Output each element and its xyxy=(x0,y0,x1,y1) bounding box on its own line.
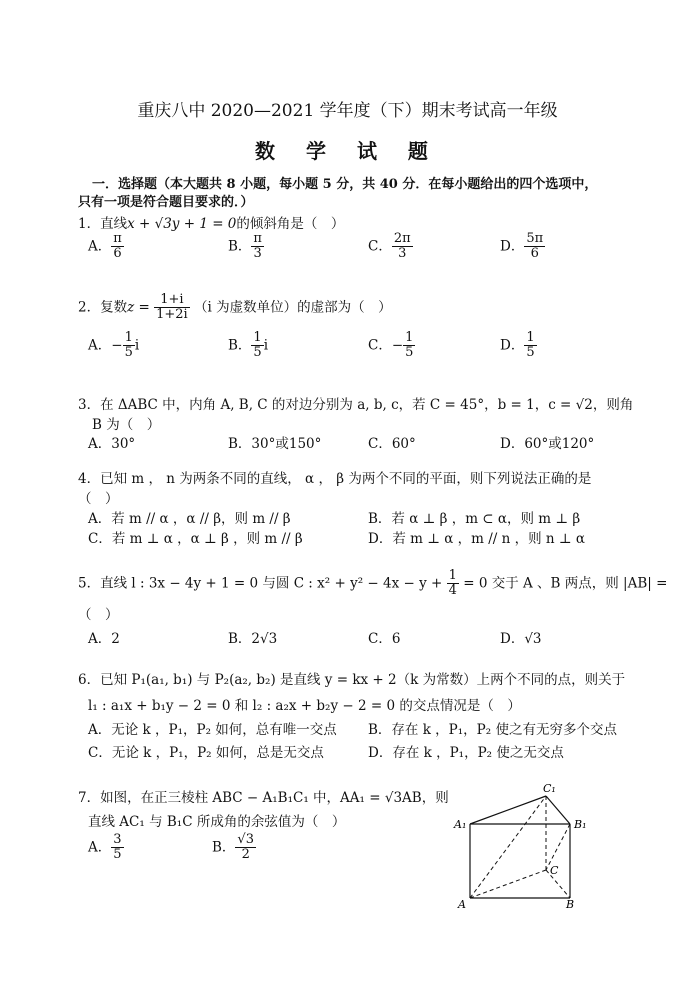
section-heading-line2: 只有一项是符合题目要求的．） xyxy=(78,195,254,210)
question-3-option-b: B．30°或150° xyxy=(228,436,322,452)
question-3-stem-line2: B 为（ ） xyxy=(92,417,161,433)
question-1-option-b: B． $\frac{\pi}{3}$ xyxy=(228,231,262,262)
question-2-option-b: B． $\frac{1}{5}$ i xyxy=(228,330,269,361)
question-3-option-d: D．60°或120° xyxy=(500,436,595,452)
question-6-option-b: B．存在 k ，P₁，P₂ 使之有无穷多个交点 xyxy=(368,722,617,738)
label-b1: B₁ xyxy=(574,818,587,831)
edge-a-c xyxy=(470,870,546,898)
question-6-stem-line2: l₁ : a₁x + b₁y − 2 = 0 和 l₂ : a₂x + b₂y − 2 = 0 的交点情况是（ ） xyxy=(88,698,521,714)
question-5-option-c: C．6 xyxy=(368,631,401,647)
edge-c1-b1 xyxy=(546,796,570,824)
question-3-option-a: A．30° xyxy=(88,436,136,452)
question-4-option-c: C．若 m ⊥ α ，α ⊥ β ，则 m // β xyxy=(88,531,303,547)
question-3-stem-line1: 3．在 ΔABC 中，内角 A, B, C 的对边分别为 a, b, c，若 C = 45°，b = 1，c = √2，则角 xyxy=(78,397,634,413)
question-6-option-c: C．无论 k ，P₁，P₂ 如何，总是无交点 xyxy=(88,745,324,761)
prism-figure xyxy=(448,780,598,910)
edge-a1-c1 xyxy=(470,796,546,824)
question-1-option-d: D． $\frac{5\pi}{6}$ xyxy=(500,231,544,262)
question-5-stem: 5．直线 l : 3x − 4y + 1 = 0 与圆 C : x² + y² − 4x − y + $\frac{1}{4}$ = 0 交于 A 、B 两点，则 |AB| = xyxy=(78,568,668,599)
label-c1: C₁ xyxy=(543,782,556,795)
question-6-option-a: A．无论 k ，P₁，P₂ 如何，总有唯一交点 xyxy=(88,722,337,738)
label-a1: A₁ xyxy=(454,818,467,831)
question-4-stem-line2: （ ） xyxy=(78,491,119,507)
question-7-stem-line1: 7．如图，在正三棱柱 ABC − A₁B₁C₁ 中，AA₁ = √3AB，则 xyxy=(78,790,449,806)
question-1-option-a: A． $\frac{\pi}{6}$ xyxy=(88,231,122,262)
section-heading-line1: 一．选择题（本大题共 8 小题，每小题 5 分，共 40 分．在每小题给出的四个选项中， xyxy=(92,177,598,192)
question-5-option-a: A．2 xyxy=(88,631,120,647)
question-2-option-a: A．− $\frac{1}{5}$ i xyxy=(88,330,140,361)
question-5-option-b: B．2√3 xyxy=(228,631,278,647)
question-4-option-d: D．若 m ⊥ α ，m // n ，则 n ⊥ α xyxy=(368,531,585,547)
diagonal-a-c1 xyxy=(470,796,546,898)
question-7-option-a: A． $\frac{3}{5}$ xyxy=(88,832,122,863)
question-4-option-b: B．若 α ⊥ β ，m ⊂ α，则 m ⊥ β xyxy=(368,511,581,527)
question-1-stem: 1．直线x + √3y + 1 = 0的倾斜角是（ ） xyxy=(78,216,345,232)
question-5-stem-line2: （ ） xyxy=(78,607,119,623)
exam-title: 重庆八中 2020—2021 学年度（下）期末考试高一年级 xyxy=(137,101,558,121)
question-5-option-d: D．√3 xyxy=(500,631,542,647)
question-4-option-a: A．若 m // α ，α // β，则 m // β xyxy=(88,511,291,527)
label-c: C xyxy=(550,864,559,877)
question-6-option-d: D．存在 k ，P₁，P₂ 使之无交点 xyxy=(368,745,564,761)
exam-subtitle: 数 学 试 题 xyxy=(255,139,440,163)
question-3-option-c: C．60° xyxy=(368,436,416,452)
question-6-stem-line1: 6．已知 P₁(a₁, b₁) 与 P₂(a₂, b₂) 是直线 y = kx + 2（k 为常数）上两个不同的点，则关于 xyxy=(78,672,626,688)
label-a: A xyxy=(458,898,466,910)
question-7-stem-line2: 直线 AC₁ 与 B₁C 所成角的余弦值为（ ） xyxy=(88,814,346,830)
question-2-option-d: D． $\frac{1}{5}$ xyxy=(500,330,535,361)
question-2-option-c: C．− $\frac{1}{5}$ xyxy=(368,330,414,361)
question-7-option-b: B． $\frac{√3}{2}$ xyxy=(212,832,254,863)
question-1-option-c: C． $\frac{2\pi}{3}$ xyxy=(368,231,411,262)
question-4-stem-line1: 4．已知 m ， n 为两条不同的直线， α ， β 为两个不同的平面，则下列说法正确的是 xyxy=(78,471,592,487)
question-2-stem: 2．复数z = $\frac{1+i}{1+2i}$ （i 为虚数单位）的虚部为（ ） xyxy=(78,292,392,323)
label-b: B xyxy=(566,898,575,910)
